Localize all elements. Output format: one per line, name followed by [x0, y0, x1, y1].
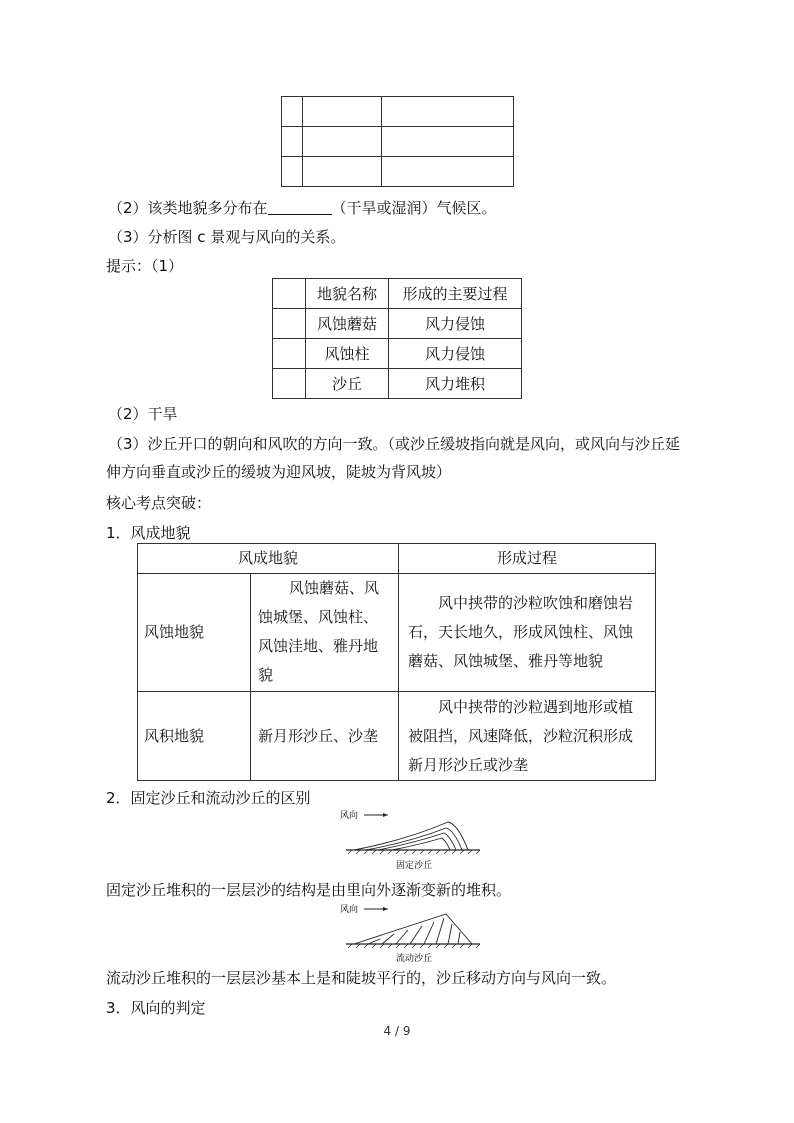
- table-cell: 风蚀蘑菇: [306, 309, 389, 339]
- table-header: 形成的主要过程: [389, 279, 522, 309]
- table-cell: 沙丘: [306, 369, 389, 399]
- section-3-title: 3．风向的判定: [106, 999, 206, 1017]
- dune-layers: [354, 822, 468, 850]
- table-header: 地貌名称: [306, 279, 389, 309]
- table-cell: 新月形沙丘、沙垄: [251, 692, 399, 781]
- table-cell: 风力堆积: [389, 369, 522, 399]
- process-line: 风中挟带的沙粒遇到地形或植: [438, 697, 634, 716]
- table-cell: [399, 574, 656, 692]
- table-cell: [282, 157, 303, 187]
- table-row: [138, 692, 656, 781]
- table-cell: 风力侵蚀: [389, 339, 522, 369]
- examples-line: 风蚀洼地、雅丹地: [258, 637, 379, 655]
- table-header: 风成地貌: [138, 544, 399, 574]
- table-cell: [382, 97, 514, 127]
- table-cell: 风蚀地貌: [138, 574, 251, 692]
- figure-caption: 流动沙丘: [396, 954, 433, 964]
- table-row: [273, 369, 522, 399]
- mobile-dune-figure: [336, 902, 486, 964]
- question-3: （3）分析图 c 景观与风向的关系。: [108, 228, 346, 246]
- table-header: 形成过程: [399, 544, 656, 574]
- table-cell: [273, 369, 306, 399]
- process-line: 被阻挡，风速降低，沙粒沉积形成: [408, 726, 634, 745]
- table-cell: [273, 339, 306, 369]
- table-row: [273, 309, 522, 339]
- examples-line: 蚀城堡、风蚀柱、: [258, 608, 379, 626]
- table-row: [138, 574, 656, 692]
- wind-label: 风向: [340, 905, 359, 915]
- table-cell: [382, 157, 514, 187]
- figure-caption: 固定沙丘: [396, 861, 433, 871]
- table-cell: 风积地貌: [138, 692, 251, 781]
- landform-table: [137, 543, 656, 781]
- process-line: 风中挟带的沙粒吹蚀和磨蚀岩: [438, 594, 634, 612]
- fixed-dune-text: 固定沙丘堆积的一层层沙的结构是由里向外逐渐变新的堆积。: [106, 881, 512, 899]
- process-line: 新月形沙丘或沙垄: [408, 755, 529, 774]
- top-empty-table: [281, 96, 514, 187]
- table-cell: [399, 692, 656, 781]
- answer-3-line2: 伸方向垂直或沙丘的缓坡为迎风坡，陡坡为背风坡）: [106, 463, 452, 481]
- core-title: 核心考点突破：: [106, 494, 212, 512]
- table-cell: [382, 127, 514, 157]
- section-2-title: 2．固定沙丘和流动沙丘的区别: [106, 789, 311, 807]
- question-2: [108, 198, 497, 218]
- table-cell: 风力侵蚀: [389, 309, 522, 339]
- table-row: [273, 339, 522, 369]
- process-line: 石，天长地久，形成风蚀柱、风蚀: [408, 623, 634, 641]
- answer-blank: [268, 199, 332, 215]
- examples-line: 貌: [258, 666, 274, 684]
- wind-label: 风向: [340, 811, 359, 821]
- section-1-title: 1．风成地貌: [106, 524, 191, 542]
- hint-label: 提示：（1）: [106, 257, 184, 275]
- question-2-suffix: （干旱或湿润）气候区。: [331, 199, 497, 217]
- table-cell: [303, 157, 382, 187]
- table-cell: [303, 97, 382, 127]
- table-cell: [251, 574, 399, 692]
- wind-arrowhead-icon: [383, 813, 388, 817]
- examples-line: 风蚀蘑菇、风: [289, 579, 380, 597]
- table-cell: [303, 127, 382, 157]
- fixed-dune-figure: [336, 806, 486, 872]
- table-cell: [273, 309, 306, 339]
- page-number: 4 / 9: [383, 1024, 411, 1038]
- mobile-dune-text: 流动沙丘堆积的一层层沙基本上是和陡坡平行的，沙丘移动方向与风向一致。: [106, 969, 617, 987]
- dune-layers: [354, 914, 472, 944]
- table-cell: [273, 279, 306, 309]
- table-cell: [282, 127, 303, 157]
- question-2-prefix: （2）该类地貌多分布在: [108, 199, 268, 217]
- hint-table: [272, 278, 522, 399]
- process-line: 蘑菇、风蚀城堡、雅丹等地貌: [408, 652, 604, 670]
- answer-3-line1: （3）沙丘开口的朝向和风吹的方向一致。（或沙丘缓坡指向就是风向，或风向与沙丘延: [108, 435, 681, 453]
- wind-arrowhead-icon: [383, 907, 388, 911]
- table-cell: [282, 97, 303, 127]
- table-cell: 风蚀柱: [306, 339, 389, 369]
- answer-2: （2）干旱: [108, 405, 178, 423]
